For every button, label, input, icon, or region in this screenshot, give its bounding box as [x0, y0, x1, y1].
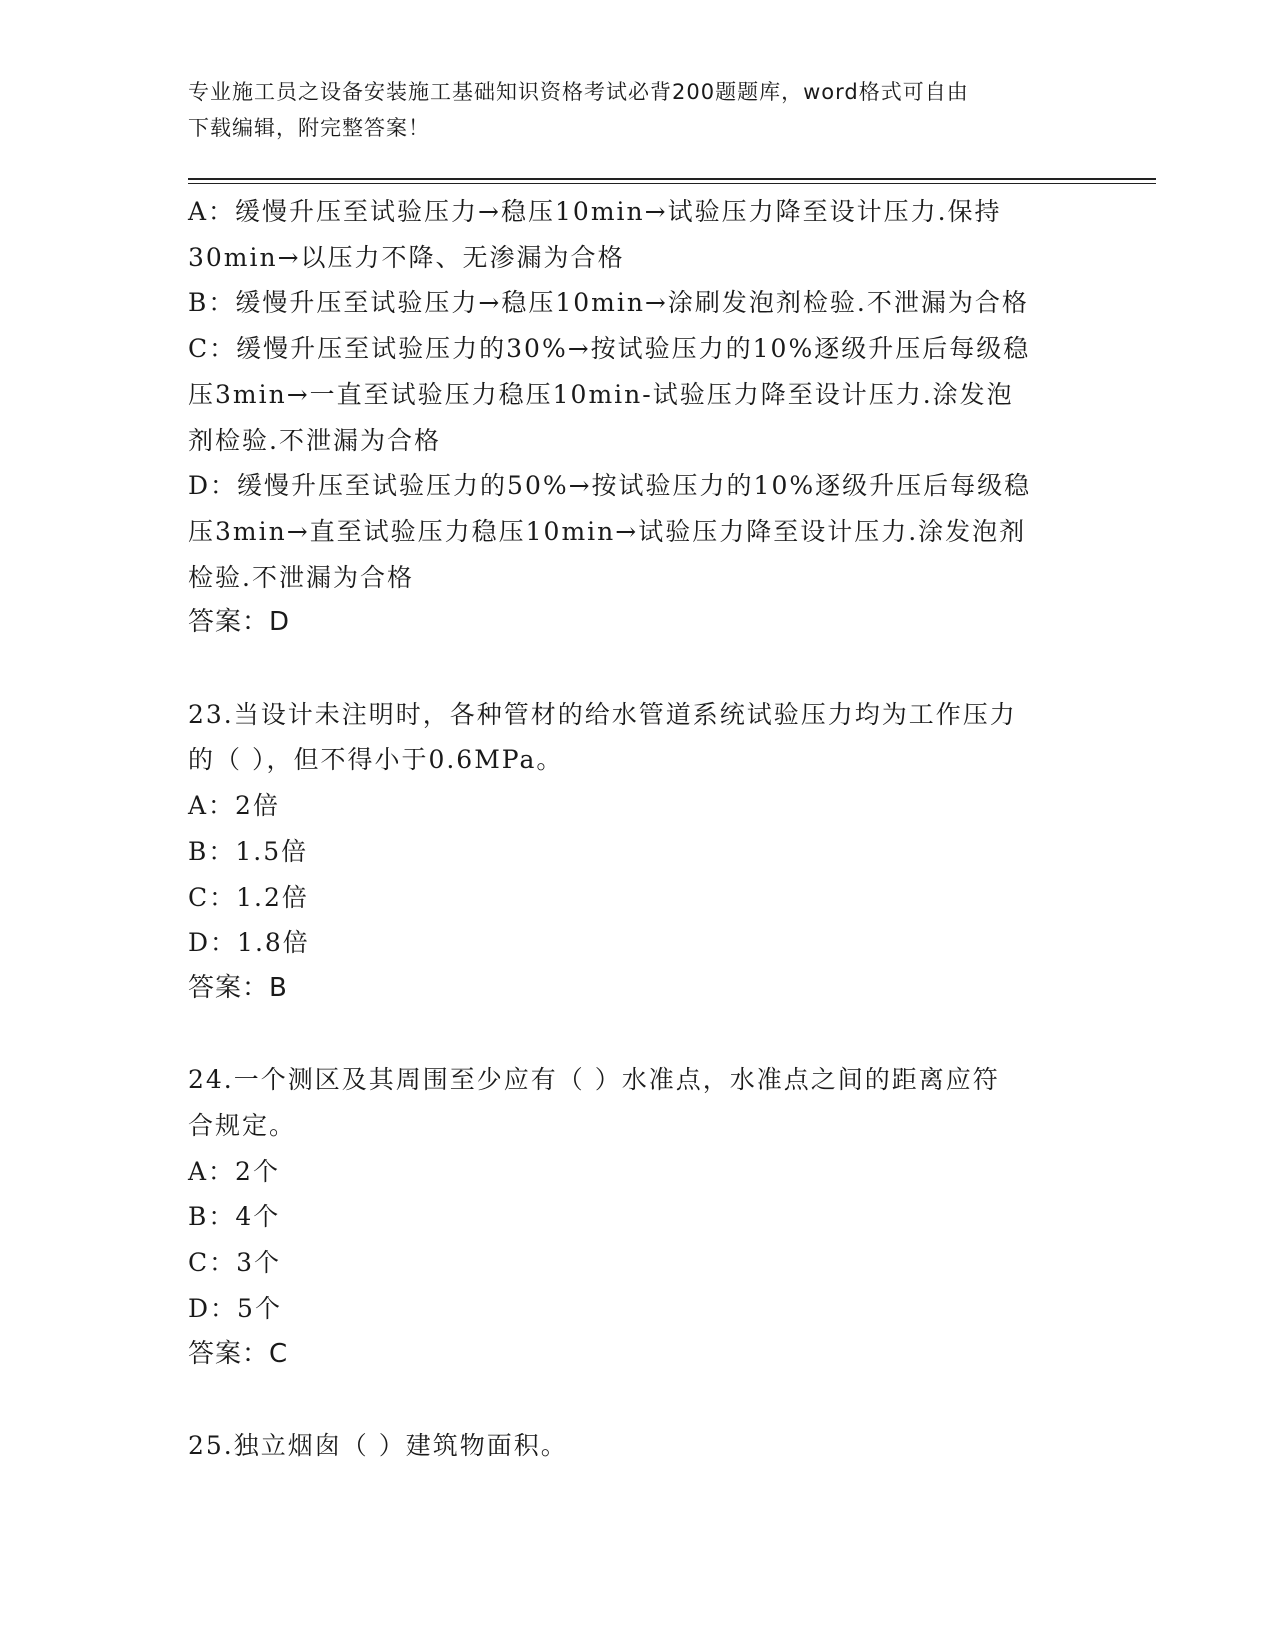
question-23-option-d: D：1.8倍	[188, 928, 310, 958]
option-b-line-1: B：缓慢升压至试验压力→稳压10min→涂刷发泡剂检验.不泄漏为合格	[188, 288, 1029, 318]
question-23-option-c: C：1.2倍	[188, 882, 309, 912]
option-c-line-1: C：缓慢升压至试验压力的30%→按试验压力的10%逐级升压后每级稳	[188, 334, 1031, 364]
question-23-option-a: A：2倍	[188, 791, 280, 821]
option-d-line-1: D：缓慢升压至试验压力的50%→按试验压力的10%逐级升压后每级稳	[188, 471, 1032, 501]
question-23-stem-line-1: 23.当设计未注明时，各种管材的给水管道系统试验压力均为工作压力	[188, 699, 1017, 729]
option-c-line-3: 剂检验.不泄漏为合格	[188, 425, 441, 455]
header-line-1: 专业施工员之设备安装施工基础知识资格考试必背200题题库，word格式可自由	[188, 80, 969, 104]
option-d-line-2: 压3min→直至试验压力稳压10min→试验压力降至设计压力.涂发泡剂	[188, 516, 1027, 546]
option-c-line-2: 压3min→一直至试验压力稳压10min-试验压力降至设计压力.涂发泡	[188, 379, 1014, 409]
spacer	[188, 1012, 1088, 1058]
answer-24: 答案：C	[188, 1338, 289, 1369]
question-24-option-d: D：5个	[188, 1293, 282, 1323]
question-24-stem-line-2: 合规定。	[188, 1111, 297, 1141]
option-d-line-3: 检验.不泄漏为合格	[188, 562, 414, 592]
option-a-line-2: 30min→以压力不降、无渗漏为合格	[188, 242, 625, 272]
option-a-line-1: A：缓慢升压至试验压力→稳压10min→试验压力降至设计压力.保持	[188, 197, 1002, 226]
answer-22: 答案：D	[188, 607, 291, 638]
question-24-stem-line-1: 24.一个测区及其周围至少应有（ ）水准点，水准点之间的距离应符	[188, 1065, 1000, 1095]
question-content	[188, 189, 1088, 1469]
question-23-option-b: B：1.5倍	[188, 836, 309, 866]
question-24-option-a: A：2个	[188, 1156, 280, 1186]
question-23-stem-line-2: 的（ ），但不得小于0.6MPa。	[188, 745, 564, 775]
question-25-stem-line-1: 25.独立烟囱（ ）建筑物面积。	[188, 1430, 568, 1460]
question-22-options	[188, 189, 1088, 646]
header-divider-thin	[188, 183, 1156, 184]
question-23	[188, 692, 1088, 1012]
spacer	[188, 1377, 1088, 1423]
answer-23: 答案：B	[188, 972, 288, 1003]
document-header	[188, 74, 1068, 146]
question-25	[188, 1423, 1088, 1469]
question-24	[188, 1057, 1088, 1377]
spacer	[188, 646, 1088, 692]
question-24-option-c: C：3个	[188, 1248, 282, 1278]
header-line-2: 下载编辑，附完整答案！	[188, 116, 430, 140]
question-24-option-b: B：4个	[188, 1202, 281, 1232]
header-divider-thick	[188, 178, 1156, 180]
